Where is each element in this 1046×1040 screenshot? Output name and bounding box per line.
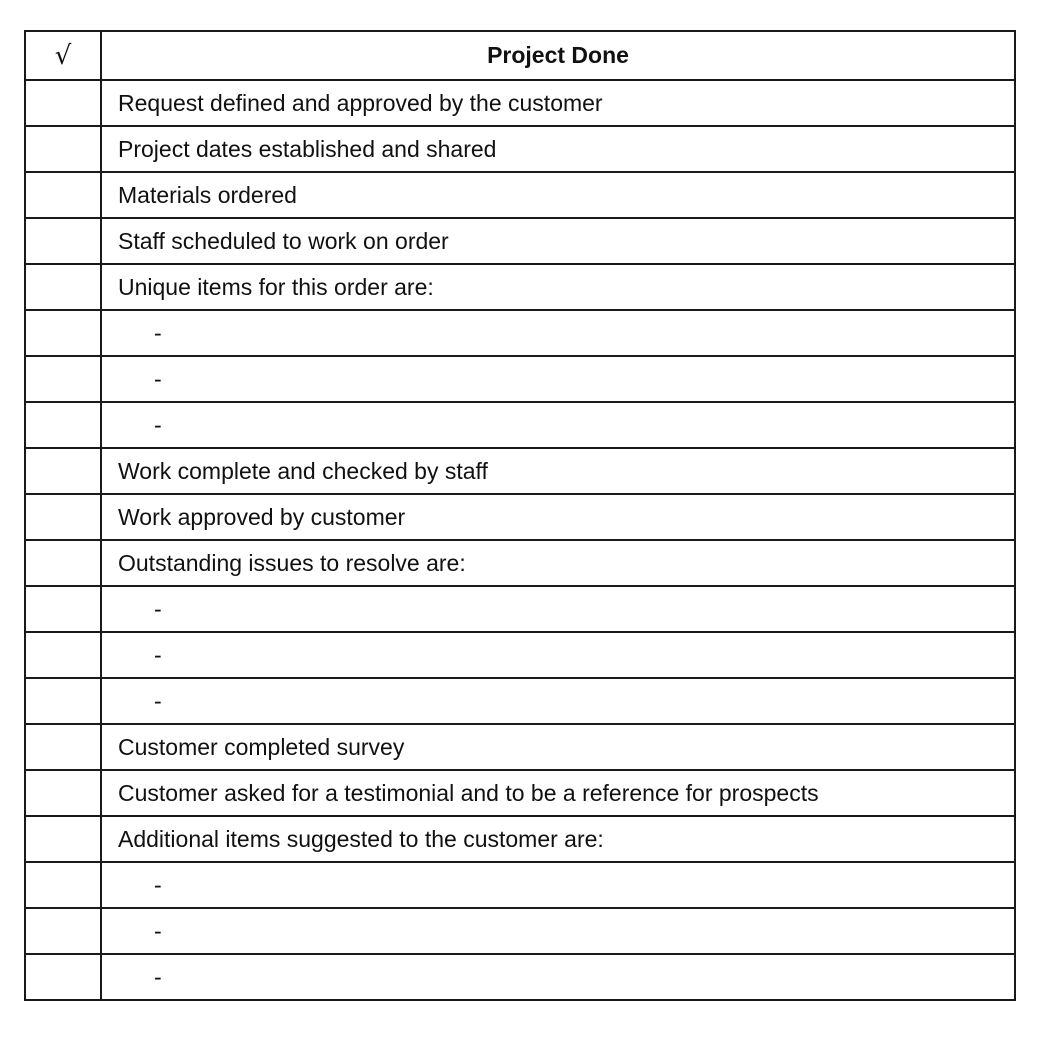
table-row	[25, 356, 1015, 402]
blank-item-text[interactable]: -	[101, 908, 1015, 954]
table-row	[25, 402, 1015, 448]
table-row	[25, 816, 1015, 862]
blank-item-text[interactable]: -	[101, 402, 1015, 448]
row-text: Materials ordered	[101, 172, 1015, 218]
table-title: Project Done	[101, 31, 1015, 80]
table-row	[25, 310, 1015, 356]
check-box-cell[interactable]	[25, 816, 101, 862]
check-box-cell[interactable]	[25, 494, 101, 540]
table-row	[25, 494, 1015, 540]
check-box-cell[interactable]	[25, 724, 101, 770]
check-box-cell[interactable]	[25, 908, 101, 954]
project-done-checklist	[24, 30, 1016, 1001]
check-box-cell[interactable]	[25, 678, 101, 724]
check-box-cell[interactable]	[25, 586, 101, 632]
table-row	[25, 126, 1015, 172]
table-row	[25, 632, 1015, 678]
table-row	[25, 540, 1015, 586]
check-box-cell[interactable]	[25, 448, 101, 494]
table-row	[25, 954, 1015, 1000]
check-box-cell[interactable]	[25, 126, 101, 172]
row-text: Project dates established and shared	[101, 126, 1015, 172]
check-column-header: √	[25, 31, 101, 80]
blank-item-text[interactable]: -	[101, 586, 1015, 632]
check-box-cell[interactable]	[25, 402, 101, 448]
check-box-cell[interactable]	[25, 632, 101, 678]
check-box-cell[interactable]	[25, 862, 101, 908]
check-box-cell[interactable]	[25, 310, 101, 356]
check-box-cell[interactable]	[25, 218, 101, 264]
check-box-cell[interactable]	[25, 954, 101, 1000]
table-row	[25, 862, 1015, 908]
check-box-cell[interactable]	[25, 356, 101, 402]
check-box-cell[interactable]	[25, 172, 101, 218]
row-text: Unique items for this order are:	[101, 264, 1015, 310]
table-row	[25, 264, 1015, 310]
table-row	[25, 770, 1015, 816]
table-row	[25, 448, 1015, 494]
table-row	[25, 218, 1015, 264]
blank-item-text[interactable]: -	[101, 632, 1015, 678]
blank-item-text[interactable]: -	[101, 356, 1015, 402]
table-row	[25, 724, 1015, 770]
row-text: Customer asked for a testimonial and to be a reference for prospects	[101, 770, 1015, 816]
table-row	[25, 586, 1015, 632]
check-box-cell[interactable]	[25, 540, 101, 586]
check-box-cell[interactable]	[25, 770, 101, 816]
blank-item-text[interactable]: -	[101, 954, 1015, 1000]
row-text: Staff scheduled to work on order	[101, 218, 1015, 264]
check-box-cell[interactable]	[25, 80, 101, 126]
table-row	[25, 678, 1015, 724]
row-text: Additional items suggested to the customer are:	[101, 816, 1015, 862]
table-row	[25, 908, 1015, 954]
row-text: Request defined and approved by the customer	[101, 80, 1015, 126]
table-row	[25, 172, 1015, 218]
row-text: Work approved by customer	[101, 494, 1015, 540]
row-text: Outstanding issues to resolve are:	[101, 540, 1015, 586]
blank-item-text[interactable]: -	[101, 310, 1015, 356]
row-text: Work complete and checked by staff	[101, 448, 1015, 494]
check-box-cell[interactable]	[25, 264, 101, 310]
table-row	[25, 80, 1015, 126]
header-row	[25, 31, 1015, 80]
blank-item-text[interactable]: -	[101, 862, 1015, 908]
blank-item-text[interactable]: -	[101, 678, 1015, 724]
row-text: Customer completed survey	[101, 724, 1015, 770]
